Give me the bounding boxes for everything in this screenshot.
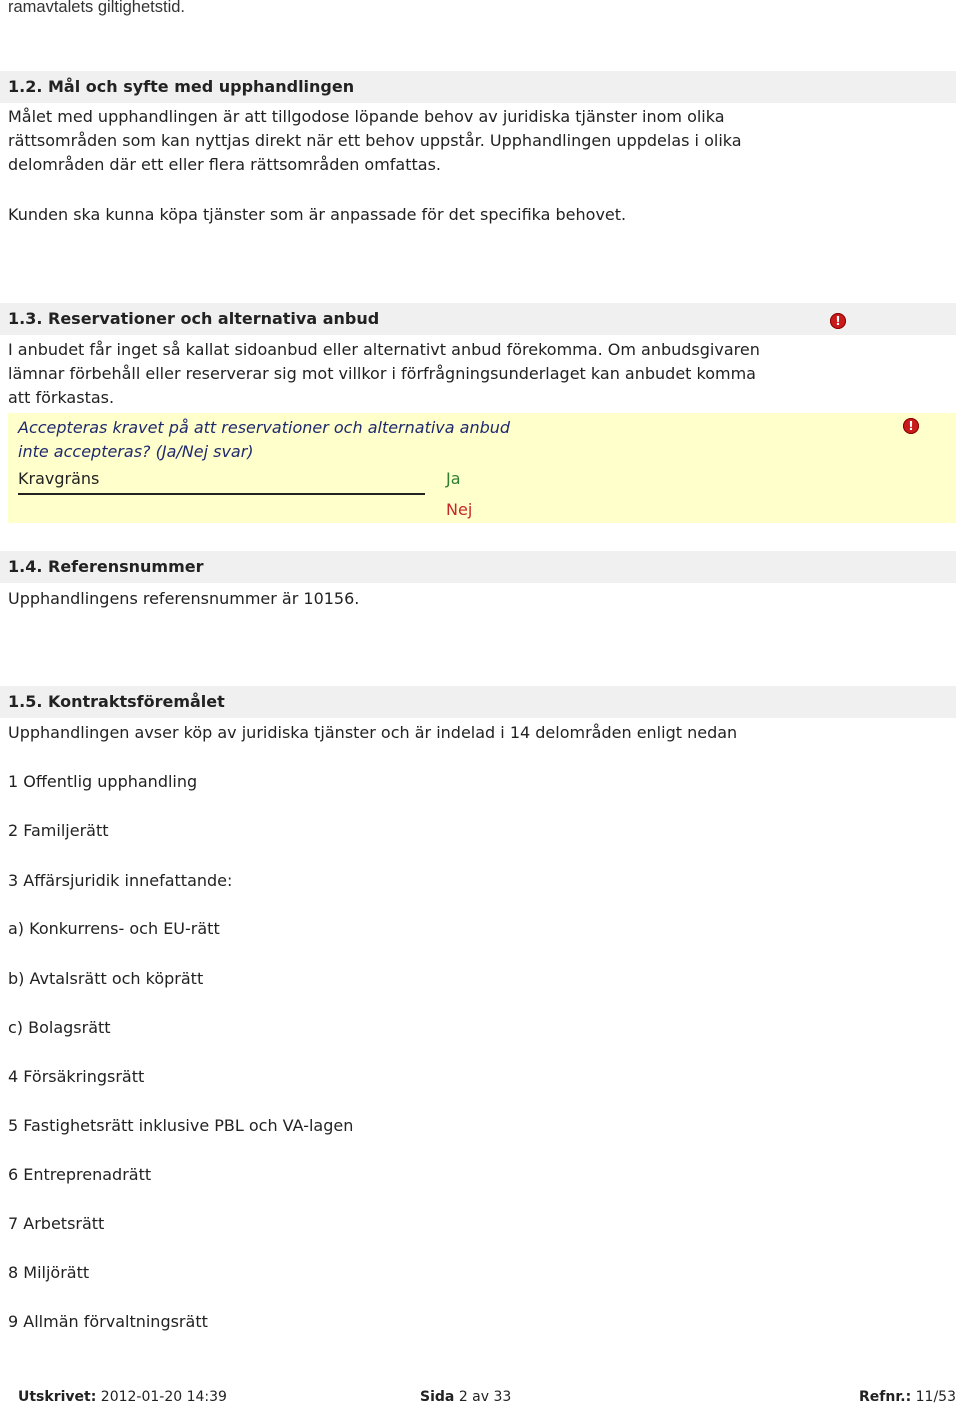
list-item: 8 Miljörätt [8,1263,90,1282]
section-1-3-line-3: att förkastas. [8,388,115,407]
list-item: 1 Offentlig upphandling [8,772,198,791]
footer-page [420,1387,511,1406]
section-1-3-line-2: lämnar förbehåll eller reserverar sig mot villkor i förfrågningsunderlaget kan anbudet komma [8,364,756,383]
list-item: 4 Försäkringsrätt [8,1067,145,1086]
section-1-4-body: Upphandlingens referensnummer är 10156. [8,589,360,608]
footer-printed-label: Utskrivet: [18,1389,97,1405]
section-1-2-line-1: Målet med upphandlingen är att tillgodose löpande behov av juridiska tjänster inom olika [8,107,725,126]
list-item: c) Bolagsrätt [8,1018,111,1037]
section-1-2-paragraph-2: Kunden ska kunna köpa tjänster som är anpassade för det specifika behovet. [8,205,627,224]
list-item: 5 Fastighetsrätt inklusive PBL och VA-lagen [8,1116,354,1135]
section-heading-band [0,303,956,335]
list-item: 9 Allmän förvaltningsrätt [8,1312,208,1331]
footer-printed-value: 2012-01-20 14:39 [100,1389,227,1405]
section-1-2-line-2: rättsområden som kan nyttjas direkt när ett behov uppstår. Upphandlingen uppdelas i olika [8,131,742,150]
section-heading-band [0,686,956,718]
section-1-5-intro: Upphandlingen avser köp av juridiska tjänster och är indelad i 14 delområden enligt nedan [8,723,738,742]
answer-yes: Ja [446,469,461,488]
list-item: a) Konkurrens- och EU-rätt [8,919,220,938]
signature-line [18,493,425,495]
requirement-question-line-2: inte accepteras? (Ja/Nej svar) [18,442,254,461]
section-heading-1-3: 1.3. Reservationer och alternativa anbud [8,309,380,328]
warning-icon: ! [830,313,846,329]
list-item: 6 Entreprenadrätt [8,1165,152,1184]
requirement-label: Kravgräns [18,469,100,488]
section-heading-band [0,71,956,103]
section-1-3-line-1: I anbudet får inget så kallat sidoanbud eller alternativt anbud förekomma. Om anbudsgivaren [8,340,760,359]
section-1-2-line-3: delområden där ett eller flera rättsområden omfattas. [8,155,441,174]
section-heading-1-5: 1.5. Kontraktsföremålet [8,692,225,711]
list-item: 7 Arbetsrätt [8,1214,105,1233]
section-heading-1-4: 1.4. Referensnummer [8,557,204,576]
list-item: 3 Affärsjuridik innefattande: [8,871,233,890]
continuation-text: ramavtalets giltighetstid. [8,0,185,16]
footer-ref-value: 11/53 [915,1389,956,1405]
warning-icon: ! [903,418,919,434]
footer-printed [18,1387,227,1406]
requirement-question-line-1: Accepteras kravet på att reservationer och alternativa anbud [18,418,511,437]
section-heading-band [0,551,956,583]
footer-ref [859,1387,956,1406]
list-item: b) Avtalsrätt och köprätt [8,969,204,988]
answer-no: Nej [446,500,473,519]
footer-page-label: Sida [420,1389,455,1405]
list-item: 2 Familjerätt [8,821,109,840]
footer-ref-label: Refnr.: [859,1389,912,1405]
section-heading-1-2: 1.2. Mål och syfte med upphandlingen [8,77,355,96]
footer-page-value: 2 av 33 [458,1389,512,1405]
